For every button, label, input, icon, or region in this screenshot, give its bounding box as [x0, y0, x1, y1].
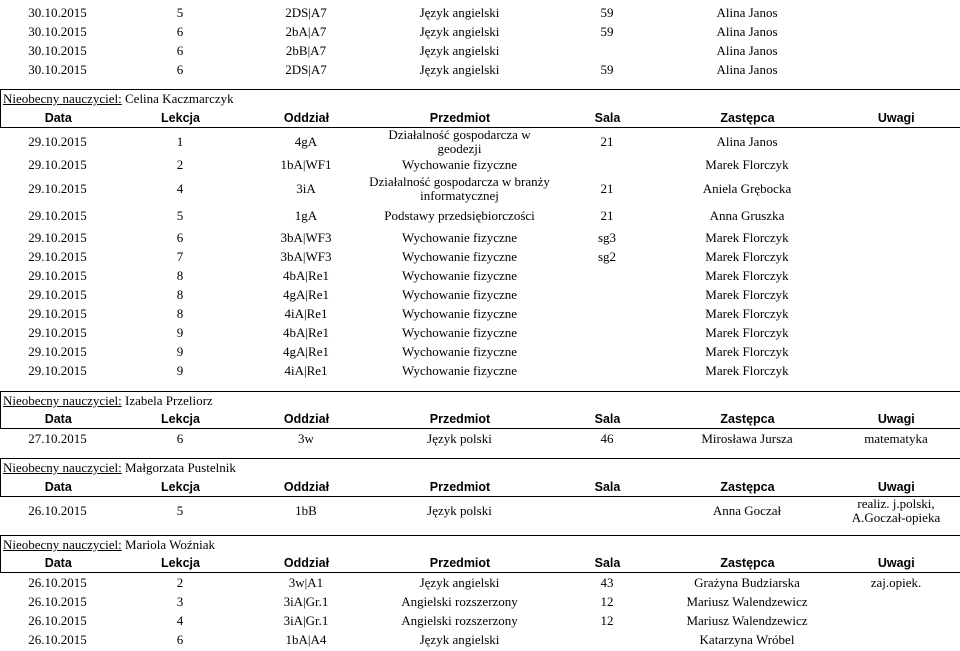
- cell-uwagi: [832, 305, 960, 324]
- column-header-przedmiot: Przedmiot: [429, 479, 491, 494]
- cell-przedmiot: Angielski rozszerzony: [401, 612, 518, 628]
- section-rows: [0, 497, 960, 525]
- table-row: [0, 497, 960, 525]
- cell-uwagi: matematyka: [864, 430, 928, 446]
- cell-zastepca: Mariusz Walendzewicz: [686, 593, 808, 609]
- column-header-zastepca: Zastępca: [720, 479, 775, 494]
- column-header-row: [1, 410, 960, 429]
- absent-teacher-name: Małgorzata Pustelnik: [125, 460, 236, 476]
- column-header-zastepca: Zastępca: [720, 412, 775, 426]
- cell-sala: [552, 343, 662, 362]
- cell-sala: 12: [600, 612, 614, 628]
- cell-oddzial: 3w: [298, 430, 314, 446]
- cell-oddzial: 1gA: [294, 207, 318, 223]
- column-header-uwagi: Uwagi: [877, 556, 915, 570]
- section-rows: [0, 573, 960, 649]
- table-row: [0, 324, 960, 343]
- cell-przedmiot: Język angielski: [419, 23, 500, 39]
- cell-data: 29.10.2015: [28, 249, 87, 264]
- cell-lekcja: 7: [176, 249, 184, 264]
- column-header-przedmiot: Przedmiot: [429, 556, 491, 570]
- cell-lekcja: 6: [176, 430, 184, 446]
- table-row: [0, 203, 960, 229]
- cell-sala: [552, 324, 662, 343]
- cell-uwagi: [832, 229, 960, 248]
- cell-zastepca: Marek Florczyk: [705, 249, 789, 264]
- cell-uwagi: [832, 156, 960, 175]
- cell-zastepca: Alina Janos: [716, 133, 778, 149]
- cell-oddzial: 2bB|A7: [285, 42, 327, 58]
- absent-label: Nieobecny nauczyciel:: [3, 392, 122, 408]
- cell-zastepca: Anna Goczał: [712, 502, 782, 518]
- absent-teacher-heading: [1, 90, 960, 109]
- cell-zastepca: Aniela Grębocka: [702, 180, 792, 196]
- cell-przedmiot: Wychowanie fizyczne: [401, 363, 518, 378]
- cell-zastepca: Marek Florczyk: [705, 268, 789, 283]
- cell-oddzial: 4gA|Re1: [283, 287, 329, 302]
- column-header-uwagi: Uwagi: [877, 412, 915, 426]
- cell-zastepca: Alina Janos: [716, 42, 778, 58]
- cell-zastepca: Mariusz Walendzewicz: [686, 612, 808, 628]
- cell-oddzial: 3bA|WF3: [280, 230, 332, 245]
- cell-lekcja: 2: [176, 157, 184, 172]
- cell-oddzial: 4gA|Re1: [283, 344, 329, 359]
- table-row: [0, 60, 960, 79]
- cell-uwagi: [832, 60, 960, 79]
- cell-zastepca: Mirosława Jursza: [701, 430, 793, 446]
- section-rows: [0, 128, 960, 381]
- cell-sala: 59: [600, 4, 614, 20]
- cell-sala: [552, 156, 662, 175]
- cell-przedmiot: Wychowanie fizyczne: [401, 325, 518, 340]
- cell-lekcja: 6: [176, 61, 184, 77]
- cell-uwagi: zaj.opiek.: [870, 574, 922, 590]
- cell-lekcja: 9: [176, 363, 184, 378]
- cell-przedmiot: Język angielski: [419, 61, 500, 77]
- cell-sala: 43: [600, 574, 614, 590]
- cell-sala: 12: [600, 593, 614, 609]
- cell-oddzial: 2DS|A7: [285, 4, 327, 20]
- table-row: [0, 3, 960, 22]
- column-header-uwagi: Uwagi: [877, 110, 915, 125]
- cell-data: 30.10.2015: [28, 42, 87, 58]
- cell-lekcja: 3: [176, 593, 184, 609]
- cell-przedmiot: Wychowanie fizyczne: [401, 157, 518, 172]
- cell-data: 29.10.2015: [28, 157, 87, 172]
- cell-uwagi: [832, 128, 960, 156]
- cell-sala: [552, 305, 662, 324]
- column-header-oddzial: Oddział: [283, 110, 330, 125]
- table-row: [0, 305, 960, 324]
- cell-zastepca: Alina Janos: [716, 23, 778, 39]
- column-header-lekcja: Lekcja: [161, 479, 200, 494]
- cell-data: 27.10.2015: [28, 430, 87, 446]
- cell-sala: [552, 41, 662, 60]
- cell-sala: 21: [600, 207, 614, 223]
- cell-sala: [552, 362, 662, 381]
- absent-label: Nieobecny nauczyciel:: [3, 91, 122, 107]
- column-header-data: Data: [44, 479, 72, 494]
- cell-przedmiot: Język polski: [427, 430, 492, 446]
- cell-sala: sg2: [597, 249, 617, 264]
- cell-zastepca: Alina Janos: [716, 61, 778, 77]
- absent-teacher-name: Izabela Przeliorz: [125, 392, 213, 408]
- cell-data: 26.10.2015: [28, 631, 87, 647]
- cell-zastepca: Marek Florczyk: [705, 325, 789, 340]
- table-row: [0, 362, 960, 381]
- cell-uwagi: [832, 611, 960, 630]
- cell-lekcja: 6: [176, 23, 184, 39]
- column-header-data: Data: [44, 110, 72, 125]
- cell-data: 26.10.2015: [28, 502, 87, 518]
- table-row: [0, 267, 960, 286]
- cell-data: 26.10.2015: [28, 574, 87, 590]
- cell-data: 30.10.2015: [28, 23, 87, 39]
- column-header-row: [1, 109, 960, 128]
- cell-przedmiot: Wychowanie fizyczne: [401, 230, 518, 245]
- section-rows: [0, 429, 960, 448]
- teacher-section: [0, 391, 960, 430]
- cell-zastepca: Katarzyna Wróbel: [699, 631, 795, 647]
- cell-zastepca: Alina Janos: [716, 4, 778, 20]
- cell-data: 29.10.2015: [28, 207, 87, 223]
- cell-zastepca: Marek Florczyk: [705, 230, 789, 245]
- cell-sala: [552, 286, 662, 305]
- cell-przedmiot: Wychowanie fizyczne: [401, 268, 518, 283]
- cell-oddzial: 3iA|Gr.1: [283, 612, 329, 628]
- cell-data: 26.10.2015: [28, 593, 87, 609]
- table-row: [0, 630, 960, 649]
- cell-przedmiot: Angielski rozszerzony: [401, 593, 518, 609]
- cell-uwagi: [832, 267, 960, 286]
- cell-zastepca: Marek Florczyk: [705, 344, 789, 359]
- teacher-section: [0, 89, 960, 128]
- cell-przedmiot: Działalność gospodarcza w geodezji: [388, 126, 531, 156]
- cell-zastepca: Marek Florczyk: [705, 306, 789, 321]
- cell-sala: 21: [600, 133, 614, 149]
- teacher-section: [0, 458, 960, 497]
- cell-zastepca: Anna Gruszka: [709, 207, 785, 223]
- column-header-sala: Sala: [594, 479, 621, 494]
- cell-lekcja: 5: [176, 4, 184, 20]
- column-header-przedmiot: Przedmiot: [429, 412, 491, 426]
- cell-data: 29.10.2015: [28, 287, 87, 302]
- cell-lekcja: 8: [176, 287, 184, 302]
- column-header-oddzial: Oddział: [283, 412, 330, 426]
- cell-przedmiot: Język angielski: [419, 574, 500, 590]
- table-row: [0, 248, 960, 267]
- cell-uwagi: realiz. j.polski, A.Goczał-opieka: [851, 495, 941, 525]
- column-header-sala: Sala: [594, 556, 621, 570]
- cell-przedmiot: Wychowanie fizyczne: [401, 287, 518, 302]
- absent-label: Nieobecny nauczyciel:: [3, 460, 122, 476]
- cell-uwagi: [832, 175, 960, 203]
- table-row: [0, 592, 960, 611]
- column-header-oddzial: Oddział: [283, 479, 330, 494]
- cell-oddzial: 4iA|Re1: [284, 363, 328, 378]
- cell-uwagi: [832, 3, 960, 22]
- cell-przedmiot: Język angielski: [419, 42, 500, 58]
- cell-data: 29.10.2015: [28, 133, 87, 149]
- cell-data: 26.10.2015: [28, 612, 87, 628]
- absent-teacher-heading: [1, 535, 960, 554]
- absent-teacher-name: Celina Kaczmarczyk: [125, 91, 234, 107]
- cell-data: 29.10.2015: [28, 180, 87, 196]
- cell-sala: sg3: [597, 230, 617, 245]
- column-header-przedmiot: Przedmiot: [429, 110, 491, 125]
- cell-oddzial: 3iA|Gr.1: [283, 593, 329, 609]
- cell-uwagi: [832, 630, 960, 649]
- cell-lekcja: 6: [176, 230, 184, 245]
- cell-data: 29.10.2015: [28, 325, 87, 340]
- column-header-sala: Sala: [594, 412, 621, 426]
- cell-lekcja: 6: [176, 631, 184, 647]
- cell-przedmiot: Język angielski: [419, 631, 500, 647]
- cell-oddzial: 3w|A1: [288, 574, 324, 590]
- cell-data: 30.10.2015: [28, 61, 87, 77]
- column-header-lekcja: Lekcja: [161, 556, 200, 570]
- cell-sala: 59: [600, 61, 614, 77]
- table-row: [0, 611, 960, 630]
- cell-uwagi: [832, 362, 960, 381]
- cell-sala: 21: [600, 180, 614, 196]
- table-row: [0, 429, 960, 448]
- cell-oddzial: 4gA: [294, 133, 318, 149]
- cell-uwagi: [832, 203, 960, 229]
- table-row: [0, 229, 960, 248]
- column-header-data: Data: [44, 412, 72, 426]
- absent-teacher-name: Mariola Woźniak: [125, 536, 216, 552]
- cell-oddzial: 3iA: [296, 180, 316, 196]
- cell-oddzial: 4bA|Re1: [283, 325, 329, 340]
- cell-lekcja: 1: [176, 133, 184, 149]
- cell-data: 30.10.2015: [28, 4, 87, 20]
- cell-przedmiot: Wychowanie fizyczne: [401, 249, 518, 264]
- cell-zastepca: Marek Florczyk: [705, 287, 789, 302]
- column-header-row: [1, 478, 960, 497]
- cell-sala: 46: [600, 430, 614, 446]
- absent-teacher-heading: [1, 391, 960, 410]
- table-row: [0, 128, 960, 156]
- cell-przedmiot: Język angielski: [419, 4, 500, 20]
- cell-uwagi: [832, 324, 960, 343]
- table-row: [0, 343, 960, 362]
- cell-data: 29.10.2015: [28, 230, 87, 245]
- column-header-data: Data: [44, 556, 72, 570]
- cell-przedmiot: Podstawy przedsiębiorczości: [384, 207, 535, 223]
- cell-oddzial: 4iA|Re1: [284, 306, 328, 321]
- column-header-sala: Sala: [594, 110, 621, 125]
- table-row: [0, 573, 960, 592]
- column-header-lekcja: Lekcja: [161, 110, 200, 125]
- cell-przedmiot: Język polski: [427, 502, 492, 518]
- top-table: [0, 3, 960, 79]
- cell-lekcja: 8: [176, 268, 184, 283]
- cell-uwagi: [832, 22, 960, 41]
- table-row: [0, 286, 960, 305]
- cell-oddzial: 1bA|WF1: [280, 157, 332, 172]
- cell-oddzial: 2bA|A7: [285, 23, 327, 39]
- cell-lekcja: 2: [176, 574, 184, 590]
- column-header-row: [1, 554, 960, 573]
- cell-data: 29.10.2015: [28, 344, 87, 359]
- cell-lekcja: 5: [176, 207, 184, 223]
- cell-przedmiot: Wychowanie fizyczne: [401, 306, 518, 321]
- cell-oddzial: 4bA|Re1: [283, 268, 329, 283]
- cell-oddzial: 1bA|A4: [285, 631, 327, 647]
- column-header-oddzial: Oddział: [283, 556, 330, 570]
- cell-przedmiot: Działalność gospodarcza w branży informatycznej: [369, 173, 550, 203]
- cell-sala: [552, 267, 662, 286]
- table-row: [0, 175, 960, 203]
- cell-przedmiot: Wychowanie fizyczne: [401, 344, 518, 359]
- cell-uwagi: [832, 248, 960, 267]
- absent-teacher-heading: [1, 459, 960, 478]
- cell-uwagi: [832, 41, 960, 60]
- teacher-section: [0, 535, 960, 574]
- cell-lekcja: 4: [176, 612, 184, 628]
- cell-zastepca: Grażyna Budziarska: [694, 574, 800, 590]
- cell-zastepca: Marek Florczyk: [705, 157, 789, 172]
- column-header-zastepca: Zastępca: [720, 556, 775, 570]
- cell-oddzial: 1bB: [295, 502, 317, 518]
- cell-oddzial: 2DS|A7: [285, 61, 327, 77]
- table-row: [0, 41, 960, 60]
- cell-oddzial: 3bA|WF3: [280, 249, 332, 264]
- table-row: [0, 22, 960, 41]
- cell-uwagi: [832, 592, 960, 611]
- cell-lekcja: 6: [176, 42, 184, 58]
- cell-sala: [552, 630, 662, 649]
- cell-sala: 59: [600, 23, 614, 39]
- cell-zastepca: Marek Florczyk: [705, 363, 789, 378]
- cell-data: 29.10.2015: [28, 306, 87, 321]
- cell-lekcja: 9: [176, 325, 184, 340]
- column-header-uwagi: Uwagi: [877, 479, 915, 494]
- cell-uwagi: [832, 343, 960, 362]
- cell-lekcja: 4: [176, 180, 184, 196]
- cell-data: 29.10.2015: [28, 363, 87, 378]
- cell-lekcja: 9: [176, 344, 184, 359]
- column-header-lekcja: Lekcja: [161, 412, 200, 426]
- cell-data: 29.10.2015: [28, 268, 87, 283]
- absent-label: Nieobecny nauczyciel:: [3, 536, 122, 552]
- cell-uwagi: [832, 286, 960, 305]
- cell-lekcja: 8: [176, 306, 184, 321]
- table-row: [0, 156, 960, 175]
- column-header-zastepca: Zastępca: [720, 110, 775, 125]
- cell-sala: [552, 497, 662, 525]
- cell-lekcja: 5: [176, 502, 184, 518]
